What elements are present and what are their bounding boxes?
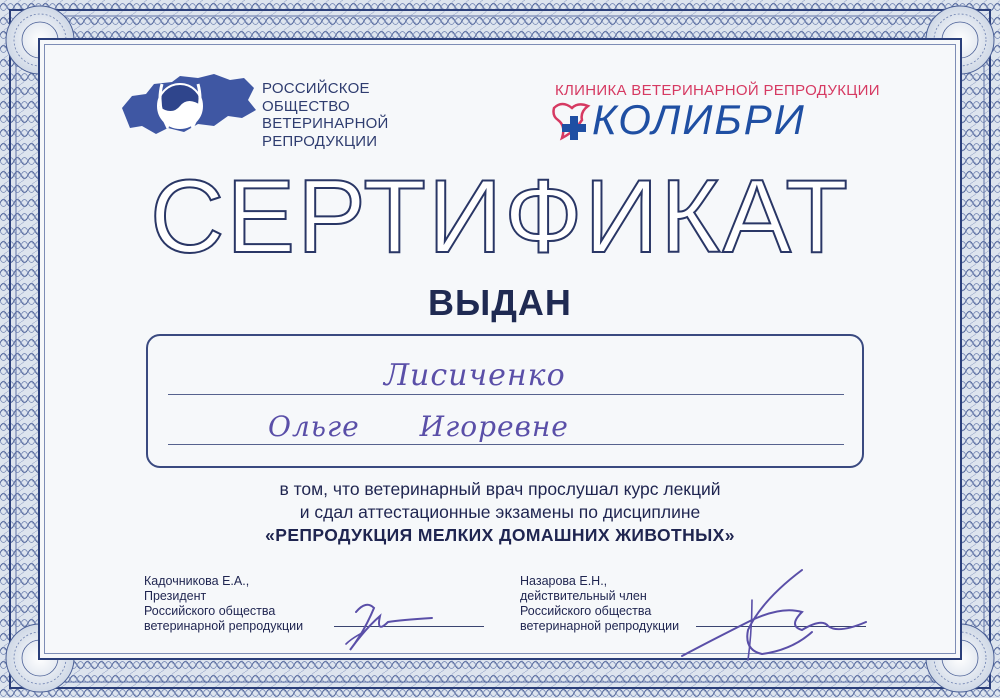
- title-text: СЕРТИФИКАТ: [150, 168, 850, 264]
- hummingbird-icon: [548, 98, 596, 142]
- left-org-line: ВЕТЕРИНАРНОЙ: [262, 115, 389, 132]
- body-line: в том, что ветеринарный врач прослушал курс лекций: [279, 479, 721, 499]
- recipient-box: [146, 334, 864, 468]
- right-signature: [652, 560, 882, 670]
- left-org-line: ОБЩЕСТВО: [262, 97, 350, 115]
- signatory-role: действительный член: [520, 589, 647, 603]
- left-org-line: РЕПРОДУКЦИИ: [262, 132, 378, 150]
- page-title: [0, 168, 1000, 269]
- name-underline: [168, 444, 844, 445]
- body-line: и сдал аттестационные экзамены по дисциплине: [299, 502, 701, 522]
- name-underline: [168, 394, 844, 395]
- title-outline: [120, 168, 880, 264]
- recipient-name: Ольге Игоревне: [268, 410, 569, 443]
- signatory-name: Кадочникова Е.А.,: [144, 574, 250, 588]
- clinic-name: КЛИНИКА ВЕТЕРИНАРНОЙ РЕПРОДУКЦИИ: [555, 82, 880, 99]
- globe-hands-icon: [158, 84, 202, 128]
- signatory-org: ветеринарной репродукции: [144, 619, 304, 633]
- left-org-name: [262, 80, 389, 150]
- signatory-name: Назарова Е.Н.,: [520, 574, 608, 588]
- discipline-name: «РЕПРОДУКЦИЯ МЕЛКИХ ДОМАШНИХ ЖИВОТНЫХ»: [265, 525, 735, 545]
- signatory-org: Российского общества: [144, 604, 276, 618]
- left-org-line: РОССИЙСКОЕ: [262, 80, 370, 97]
- signatory-org: ветеринарной репродукции: [520, 619, 680, 633]
- issued-heading: ВЫДАН: [428, 282, 572, 323]
- signatory-role: Президент: [144, 589, 207, 603]
- recipient-surname: Лисиченко: [384, 358, 566, 393]
- certificate-text: [0, 478, 1000, 547]
- russia-map-icon: [118, 66, 258, 146]
- clinic-brand: КОЛИБРИ: [592, 96, 806, 143]
- left-signature: [336, 592, 456, 662]
- left-signatory: [144, 574, 303, 634]
- signatory-org: Российского общества: [520, 604, 652, 618]
